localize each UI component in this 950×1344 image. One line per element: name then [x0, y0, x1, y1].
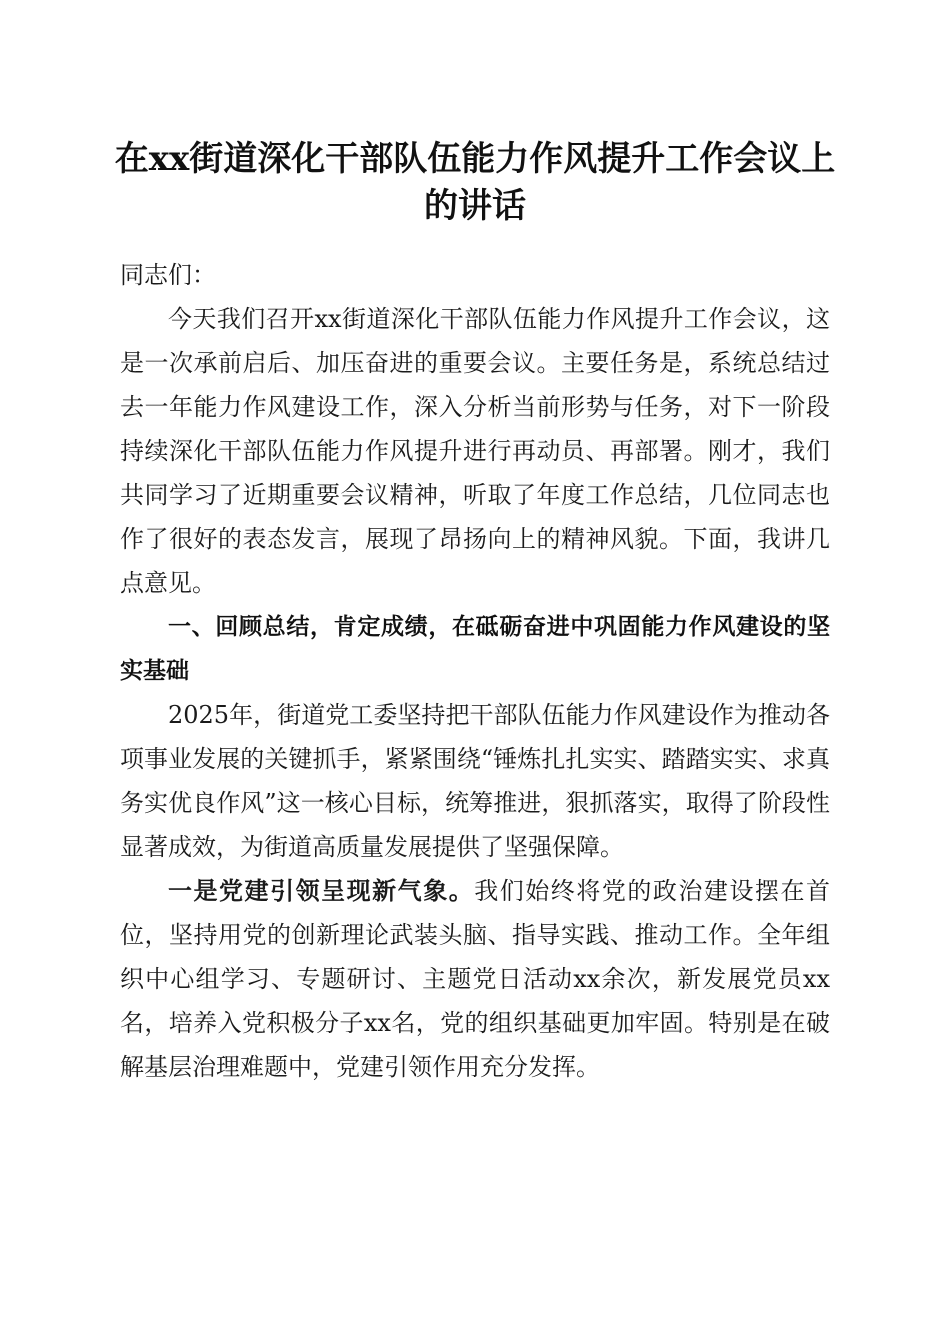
point-paragraph: [120, 869, 830, 1089]
section-paragraph: 2025年，街道党工委坚持把干部队伍能力作风建设作为推动各项事业发展的关键抓手，紧紧围绕“锤炼扎扎实实、踏踏实实、求真务实优良作风”这一核心目标，统筹推进，狠抓落实，取得了阶段性显著成效，为街道高质量发展提供了坚强保障。: [120, 701, 830, 861]
document-title: 在xx街道深化干部队伍能力作风提升工作会议上的讲话: [114, 139, 836, 226]
salutation: 同志们：: [120, 261, 216, 289]
intro-paragraph: 今天我们召开xx街道深化干部队伍能力作风提升工作会议，这是一次承前启后、加压奋进的重要会议。主要任务是，系统总结过去一年能力作风建设工作，深入分析当前形势与任务，对下一阶段持续深化干部队伍能力作风提升进行再动员、再部署。刚才，我们共同学习了近期重要会议精神，听取了年度工作总结，几位同志也作了很好的表态发言，展现了昂扬向上的精神风貌。下面，我讲几点意见。: [120, 305, 830, 597]
point-lead: 一是党建引领呈现新气象。: [168, 876, 475, 905]
section-heading: 一、回顾总结，肯定成绩，在砥砺奋进中巩固能力作风建设的坚实基础: [120, 614, 830, 684]
document-body: [120, 253, 830, 1089]
point-text: 我们始终将党的政治建设摆在首位，坚持用党的创新理论武装头脑、指导实践、推动工作。全年组织中心组学习、专题研讨、主题党日活动xx余次，新发展党员xx名，培养入党积极分子xx名，党的组织基础更加牢固。特别是在破解基层治理难题中，党建引领作用充分发挥。: [120, 877, 831, 1081]
